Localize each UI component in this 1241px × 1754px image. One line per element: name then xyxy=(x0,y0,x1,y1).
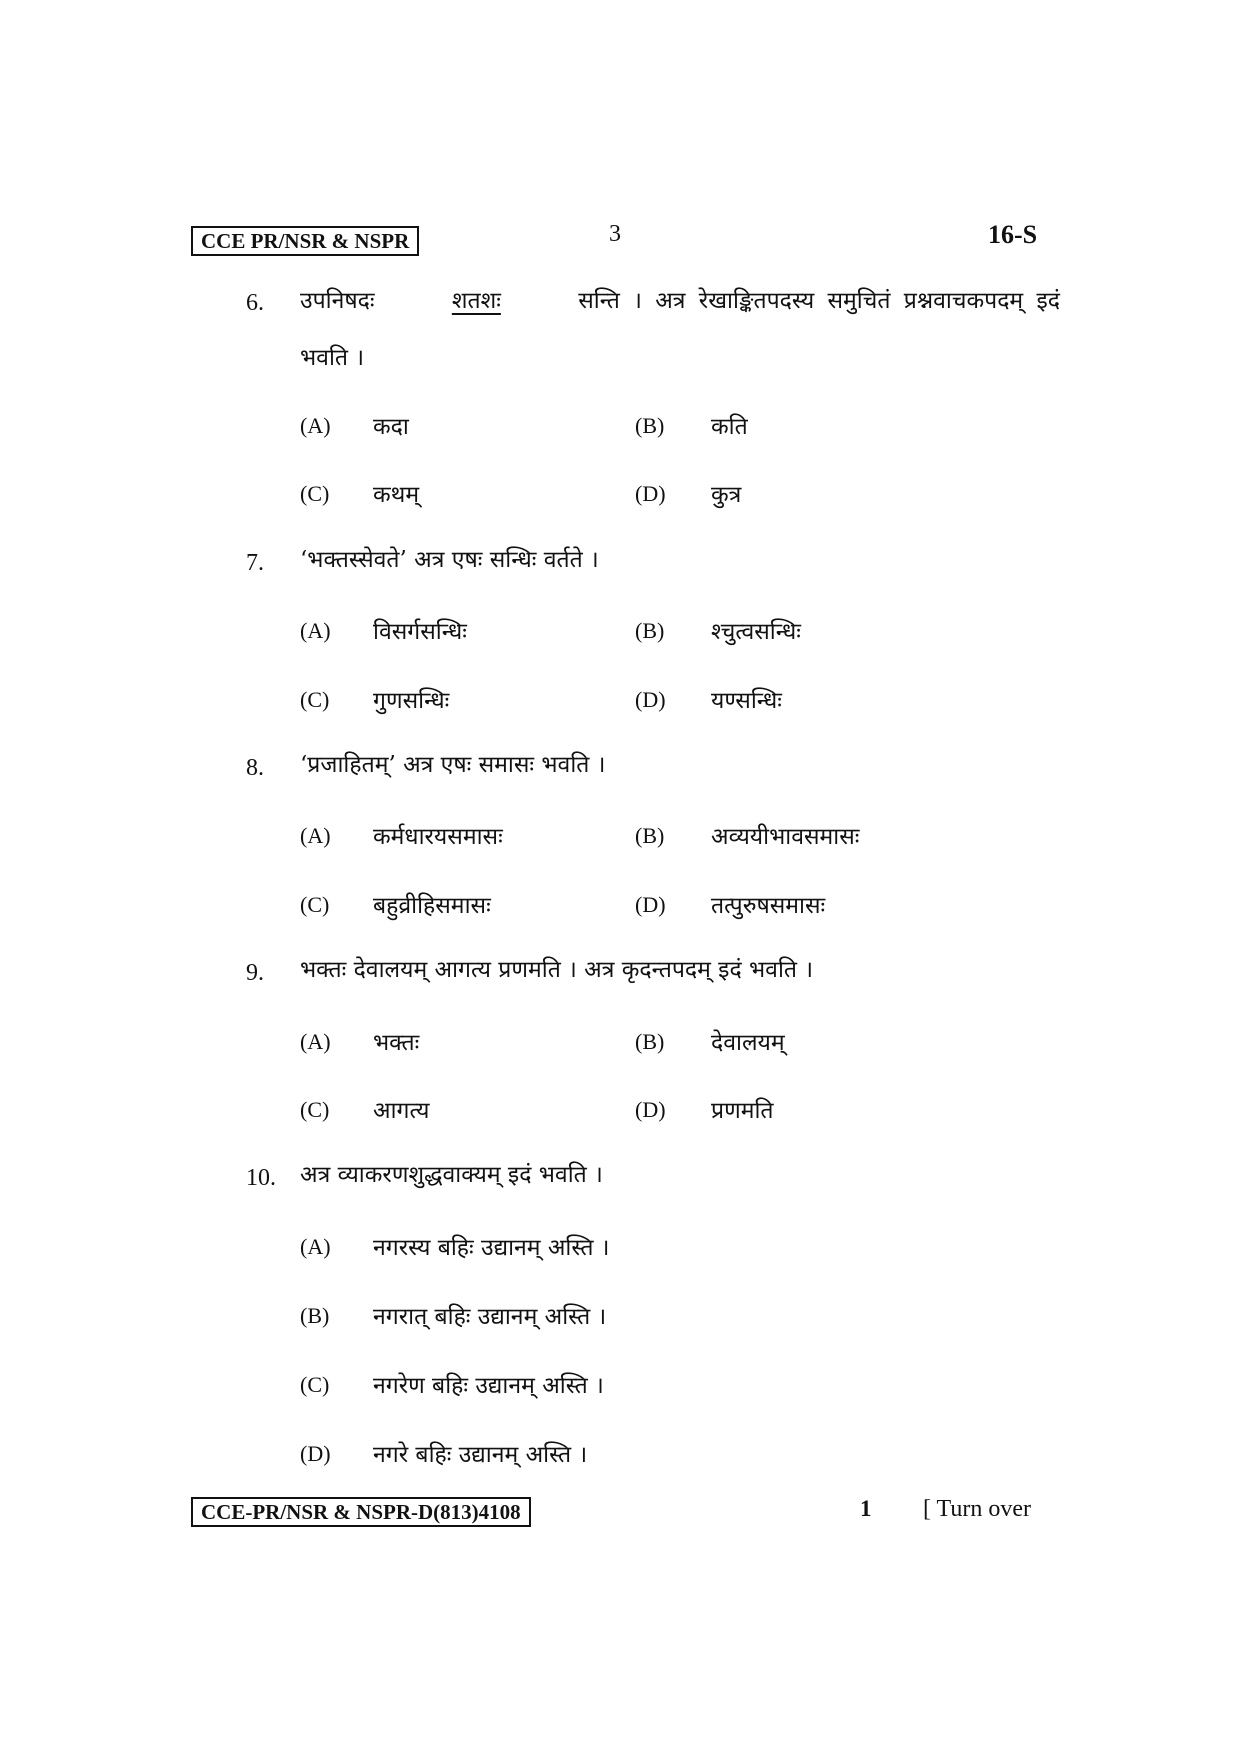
q9-option-b-text: देवालयम् xyxy=(711,1030,785,1056)
q10-option-c-text: नगरेण बहिः उद्यानम् अस्ति । xyxy=(373,1373,604,1399)
q7-option-a-text: विसर्गसन्धिः xyxy=(373,619,467,645)
q8-option-c-label: (C) xyxy=(300,892,330,917)
q7-option-d-label: (D) xyxy=(635,687,666,712)
question-6-text xyxy=(300,286,1060,316)
q6-option-b-text: कति xyxy=(711,414,748,440)
q10-option-a-label: (A) xyxy=(300,1234,331,1259)
q6-option-a-label: (A) xyxy=(300,413,331,438)
question-9-number: 9. xyxy=(246,960,264,986)
question-9-text: भक्तः देवालयम् आगत्य प्रणमति । अत्र कृदन्तपदम् इदं भवति । xyxy=(300,957,814,983)
q6-option-b-label: (B) xyxy=(635,413,665,438)
q8-option-b-label: (B) xyxy=(635,823,665,848)
turn-over-text: [ Turn over xyxy=(923,1496,1032,1522)
q8-option-a-label: (A) xyxy=(300,823,331,848)
q9-option-b-label: (B) xyxy=(635,1029,665,1054)
q6-option-d-label: (D) xyxy=(635,481,666,506)
q6-option-a-text: कदा xyxy=(373,414,409,440)
footer-code: CCE-PR/NSR & NSPR-D(813)4108 xyxy=(191,1497,531,1527)
question-10-text: अत्र व्याकरणशुद्धवाक्यम् इदं भवति । xyxy=(300,1162,603,1188)
q8-option-d-text: तत्पुरुषसमासः xyxy=(711,893,826,919)
question-8-number: 8. xyxy=(246,755,264,781)
q10-option-d-text: नगरे बहिः उद्यानम् अस्ति । xyxy=(373,1442,588,1468)
question-6-text-post: सन्ति । अत्र रेखाङ्कितपदस्य समुचितं प्रश्नवाचकपदम् इदं xyxy=(578,288,1060,314)
q6-option-d-text: कुत्र xyxy=(711,482,742,508)
q7-option-c-label: (C) xyxy=(300,687,330,712)
paper-code: 16-S xyxy=(988,220,1038,249)
q8-option-d-label: (D) xyxy=(635,892,666,917)
page-number: 3 xyxy=(609,221,621,247)
q9-option-d-text: प्रणमति xyxy=(711,1098,774,1124)
q10-option-b-label: (B) xyxy=(300,1303,330,1328)
q9-option-c-label: (C) xyxy=(300,1097,330,1122)
q6-option-c-label: (C) xyxy=(300,481,330,506)
q7-option-a-label: (A) xyxy=(300,618,331,643)
header-code: CCE PR/NSR & NSPR xyxy=(191,226,419,256)
question-7-number: 7. xyxy=(246,550,264,576)
q7-option-c-text: गुणसन्धिः xyxy=(373,688,450,714)
q7-option-b-text: श्चुत्वसन्धिः xyxy=(711,619,801,645)
q8-option-c-text: बहुव्रीहिसमासः xyxy=(373,893,491,919)
question-6-number: 6. xyxy=(246,290,264,316)
q10-option-d-label: (D) xyxy=(300,1441,331,1466)
q9-option-c-text: आगत्य xyxy=(373,1098,430,1124)
q7-option-d-text: यण्सन्धिः xyxy=(711,688,782,714)
q10-option-a-text: नगरस्य बहिः उद्यानम् अस्ति । xyxy=(373,1235,610,1261)
q9-option-a-text: भक्तः xyxy=(373,1030,420,1056)
q10-option-b-text: नगरात् बहिः उद्यानम् अस्ति । xyxy=(373,1304,607,1330)
footer-page-number: 1 xyxy=(860,1496,872,1521)
q9-option-d-label: (D) xyxy=(635,1097,666,1122)
question-6-text-pre: उपनिषदः xyxy=(300,288,375,314)
question-6-text-line2: भवति । xyxy=(300,345,365,371)
question-7-text: ‘भक्तस्सेवते’ अत्र एषः सन्धिः वर्तते । xyxy=(300,547,599,573)
q10-option-c-label: (C) xyxy=(300,1372,330,1397)
question-8-text: ‘प्रजाहितम्’ अत्र एषः समासः भवति । xyxy=(300,752,606,778)
q7-option-b-label: (B) xyxy=(635,618,665,643)
q8-option-a-text: कर्मधारयसमासः xyxy=(373,824,503,850)
q6-option-c-text: कथम् xyxy=(373,482,420,508)
q9-option-a-label: (A) xyxy=(300,1029,331,1054)
question-6-underlined-word: शतशः xyxy=(451,288,501,314)
question-10-number: 10. xyxy=(246,1165,276,1191)
q8-option-b-text: अव्ययीभावसमासः xyxy=(711,824,860,850)
